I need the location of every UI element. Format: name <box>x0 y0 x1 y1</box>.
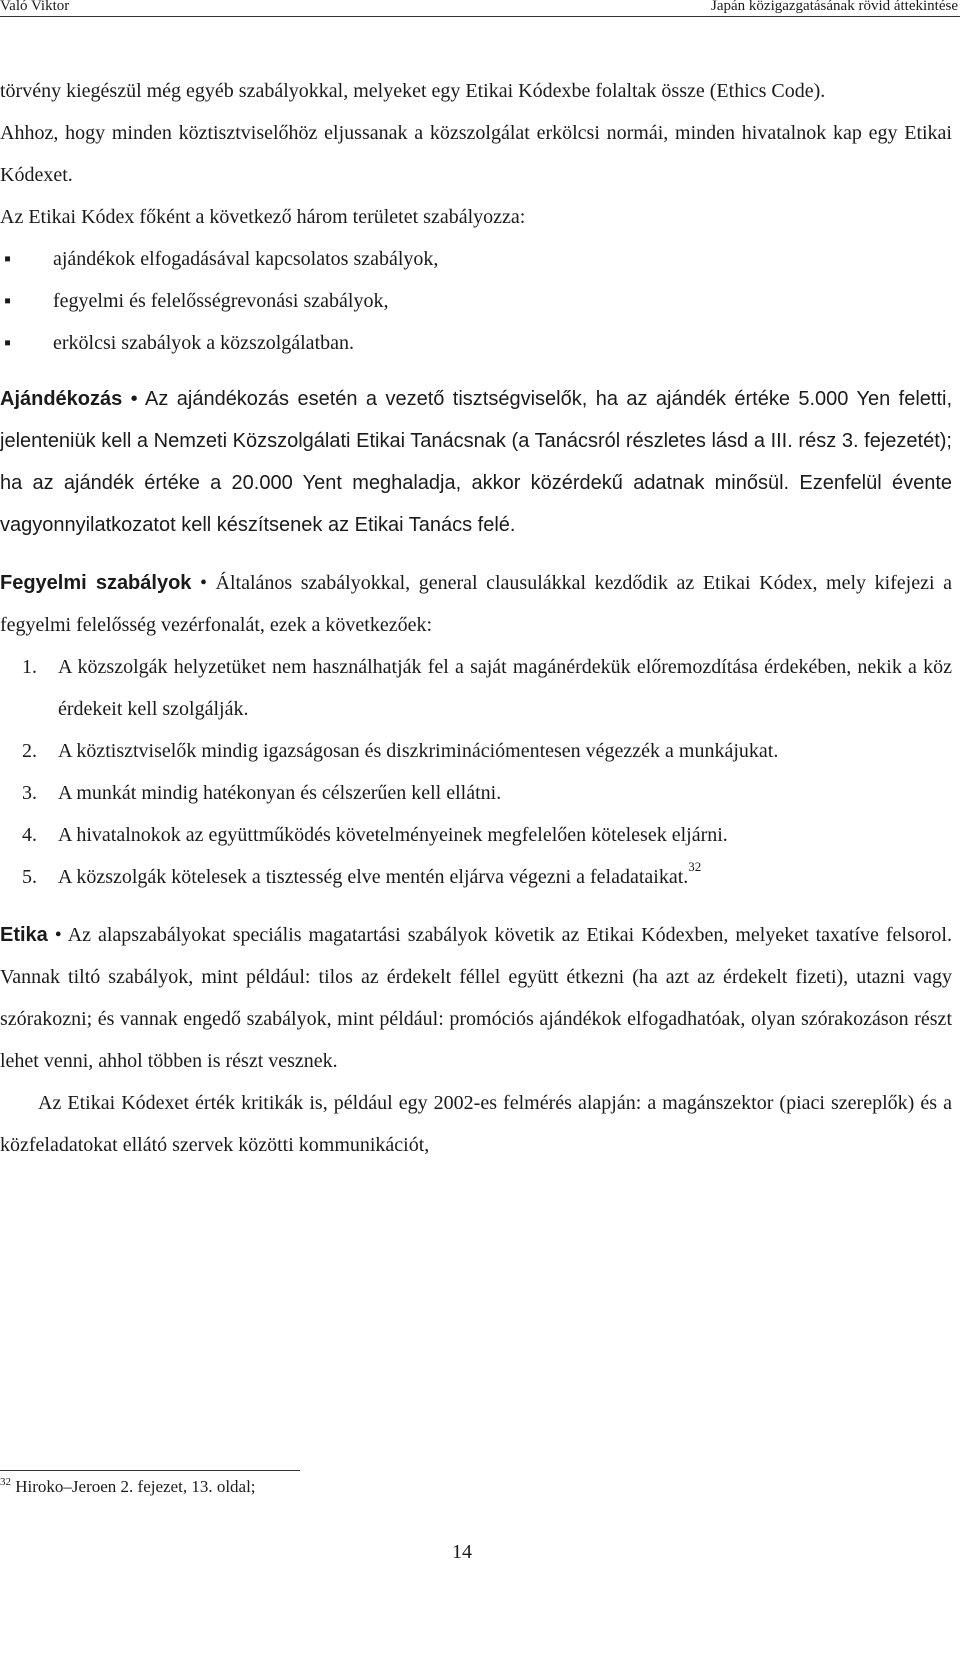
list-item: ▪ erkölcsi szabályok a közszolgálatban. <box>0 322 952 364</box>
list-item: 3. A munkát mindig hatékonyan és célszerűen kell ellátni. <box>22 782 502 804</box>
list-item: 4. A hivatalnokok az együttműködés követelményeinek megfelelően kötelesek eljárni. <box>22 824 728 846</box>
list-item: 5. A közszolgák kötelesek a tisztesség elve mentén eljárva végezni a feladataikat.$^{32}$ <box>22 859 702 888</box>
footnote-reference[interactable]: 32 <box>688 859 702 874</box>
section-heading: Ajándékozás <box>0 388 123 410</box>
bullet-icon: ▪ <box>4 332 12 354</box>
section-heading: Fegyelmi szabályok <box>0 572 192 594</box>
list-item: 2. A köztisztviselők mindig igazságosan és diszkriminációmentesen végezzék a munkájukat. <box>22 740 779 762</box>
bullet-icon: ▪ <box>4 290 12 312</box>
footnote-text: Hiroko–Jeroen 2. fejezet, 13. oldal; <box>15 1477 256 1496</box>
intro-paragraph-3: Az Etikai Kódex főként a következő három területet szabályozza: <box>0 206 526 228</box>
intro-paragraph-2: Ahhoz, hogy minden köztisztviselőhöz eljussanak a közszolgálat erkölcsi normái, minden hivatalnok kap egy Etikai Kódexet. <box>0 122 952 186</box>
gifts-section: Ajándékozás • Az ajándékozás esetén a vezető tisztségviselők, ha az ajándék értéke 5.000 Yen feletti, jelenteniük kell a Nemzeti Közszolgálati Etikai Tanácsnak (a Tanácsról részletes lásd a III. rész 3. fejezetét); ha az ajándék értéke a 20.000 Yent meghaladja, akkor közérdekű adatnak minősül. Ezenfelül évente vagyonnyilatkozatot kell készítsenek az Etikai Tanács felé. <box>0 388 952 536</box>
header-title: Japán közigazgatásának rövid áttekintése <box>711 0 958 14</box>
page-header <box>0 0 960 17</box>
section-heading: Etika <box>0 924 48 946</box>
page-number: 14 <box>452 1541 472 1563</box>
bullet-list <box>0 238 952 364</box>
section-text: Az ajándékozás esetén a vezető tisztségviselők, ha az ajándék értéke 5.000 Yen feletti, jelenteniük kell a Nemzeti Közszolgálati Etikai Tanácsnak (a Tanácsról részletes lásd a III. rész 3. fejezetét); ha az ajándék értéke a 20.000 Yent meghaladja, akkor közérdekű adatnak minősül. Ezenfelül évente vagyonnyilatkozatot kell készítsenek az Etikai Tanács felé. <box>0 388 952 536</box>
page-body <box>0 70 952 1166</box>
discipline-section: Fegyelmi szabályok • Általános szabályokkal, general clausulákkal kezdődik az Etikai Kódex, mely kifejezi a fegyelmi felelősség vezérfonalát, ezek a következőek: <box>0 572 952 636</box>
bullet-icon: ▪ <box>4 248 12 270</box>
list-item: ▪ ajándékok elfogadásával kapcsolatos szabályok, <box>0 238 952 280</box>
header-author: Való Viktor <box>0 0 70 14</box>
section-text: Általános szabályokkal, general clausulákkal kezdődik az Etikai Kódex, mely kifejezi a fegyelmi felelősség vezérfonalát, ezek a következőek: <box>0 572 952 636</box>
list-item: 1. A közszolgák helyzetüket nem használhatják fel a saját magánérdekük előremozdítása érdekében, nekik a köz érdekeit kell szolgálják. <box>22 656 952 720</box>
critique-paragraph: Az Etikai Kódexet érték kritikák is, például egy 2002-es felmérés alapján: a magánszektor (piaci szereplők) és a közfeladatokat ellátó szervek közötti kommunikációt, <box>0 1092 952 1156</box>
numbered-list <box>0 646 952 898</box>
ethics-section: Etika • Az alapszabályokat speciális magatartási szabályok követik az Etikai Kódexben, melyeket taxatíve felsorol. Vannak tiltó szabályok, mint például: tilos az érdekelt féllel együtt étkezni (ha azt az érdekelt fizeti), utazni vagy szórakozni; és vannak engedő szabályok, mint például: promóciós ajándékok elfogadhatóak, olyan szórakozáson részt lehet venni, ahhol többen is részt vesznek. <box>0 924 952 1072</box>
footnote-divider <box>0 1470 300 1471</box>
section-text: Az alapszabályokat speciális magatartási szabályok követik az Etikai Kódexben, melyeket taxatíve felsorol. Vannak tiltó szabályok, mint például: tilos az érdekelt féllel együtt étkezni (ha azt az érdekelt fizeti), utazni vagy szórakozni; és vannak engedő szabályok, mint például: promóciós ajándékok elfogadhatóak, olyan szórakozáson részt lehet venni, ahhol többen is részt vesznek. <box>0 924 952 1072</box>
intro-paragraph-1: törvény kiegészül még egyéb szabályokkal, melyeket egy Etikai Kódexbe folaltak össze (Ethics Code). <box>0 80 826 102</box>
footnote <box>0 1477 256 1497</box>
footnote-number: 32 <box>0 1476 11 1488</box>
list-item: ▪ fegyelmi és felelősségrevonási szabályok, <box>0 280 952 322</box>
